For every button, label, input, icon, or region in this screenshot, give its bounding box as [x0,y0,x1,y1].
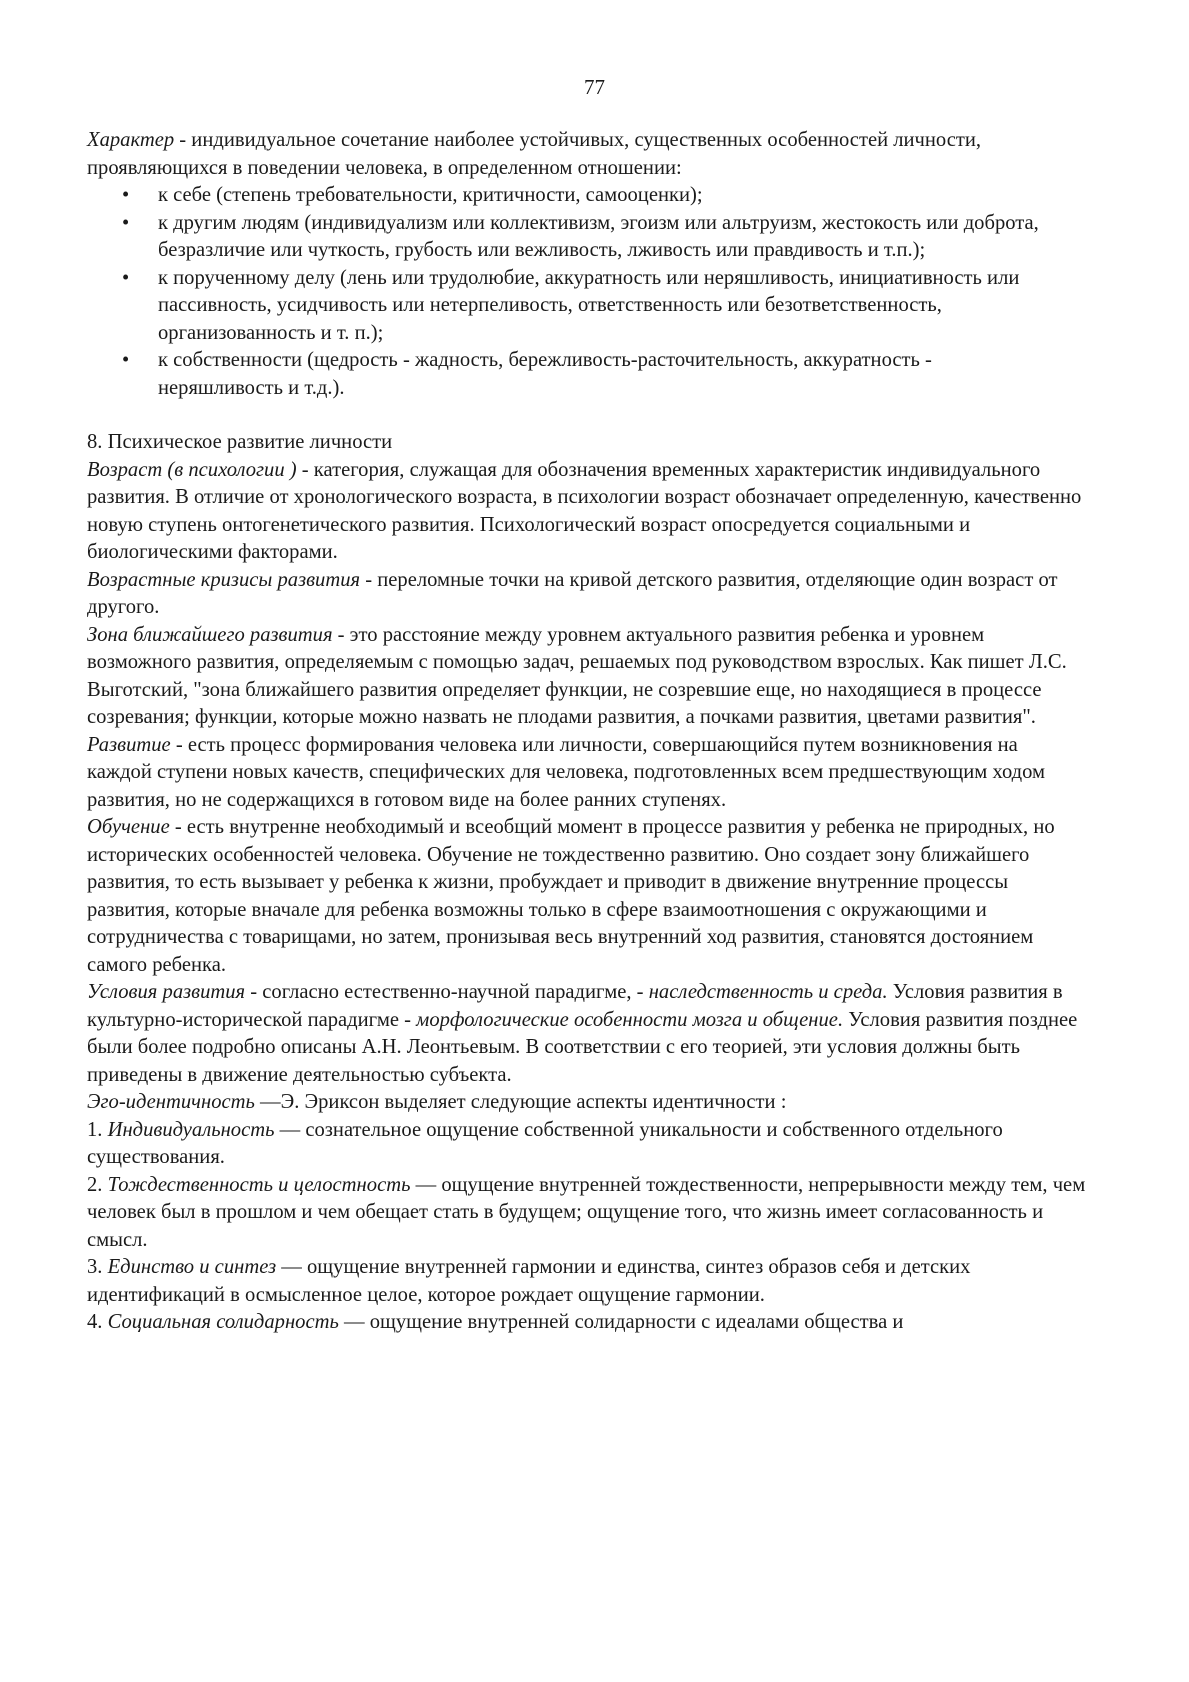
ego-aspect [87,1117,1087,1172]
development-definition [87,732,1087,815]
zone-definition [87,622,1087,732]
aspect-number: 3. [87,1256,108,1278]
paragraph-gap [87,402,1087,429]
development-definition-text: - есть процесс формирования человека или личности, совершающийся путем возникновения на каждой ступени новых качеств, специфических для человека, подготовленных всем предшествующим ходом развития, но не содержащихся в готовом виде на более ранних ступенях. [87,733,1046,811]
list-item [87,210,1087,265]
term-character: Характер [87,129,175,151]
character-relations-list [87,182,1087,402]
ego-aspect [87,1254,1087,1309]
list-item-text: к порученному делу (лень или трудолюбие, аккуратность или неряшливость, инициативность или пассивность, усидчивость или нетерпеливость, ответственность или безответственность, организованность и т. п.); [158,266,1020,344]
conditions-cultural-factors: морфологические особенности мозга и общение. [416,1008,844,1031]
ego-identity-intro [87,1089,1087,1117]
aspect-term: Индивидуальность [107,1118,275,1141]
list-item [87,347,1087,402]
character-definition [87,127,1087,182]
learning-definition-text: - есть внутренне необходимый и всеобщий момент в процессе развития у ребенка не природных, но исторических особенностей человека. Обучение не тождественно развитию. Оно создает зону ближайшего развития, то есть вызывает у ребенка к жизни, пробуждает и приводит в движение внутренние процессы развития, которые вначале для ребенка возможны только в сфере взаимоотношения с окружающими и сотрудничества с товарищами, но затем, пронизывая весь внутренний ход развития, становятся достоянием самого ребенка. [87,816,1055,976]
aspect-number: 1. [87,1118,108,1141]
aspect-number: 2. [87,1173,108,1196]
list-item-text: к себе (степень требовательности, критичности, самооценки); [158,184,703,206]
age-definition-text: - категория, служащая для обозначения временных характеристик индивидуального развития. В отличие от хронологического возраста, в психологии возраст обозначает определенную, качественно новую ступень онтогенетического развития. Психологический возраст опосредуется социальными и биологическими факторами. [87,458,1082,563]
page-number: 77 [584,75,605,99]
conditions-definition [87,979,1087,1089]
aspect-number: 4. [87,1311,108,1333]
term-development: Развитие [87,733,171,756]
bullet-icon: • [122,184,130,206]
ego-identity-intro-text: —Э. Эриксон выделяет следующие аспекты идентичности : [254,1091,787,1113]
term-learning: Обучение [87,816,170,838]
list-item [87,182,1087,210]
aspect-term: Тождественность и целостность [107,1173,411,1196]
term-crises: Возрастные кризисы развития [87,568,361,591]
bullet-icon: • [122,266,130,289]
conditions-text-1: - согласно естественно-научной парадигме, - [245,981,649,1003]
zone-definition-text: - это расстояние между уровнем актуального развития ребенка и уровнем возможного развития, определяемым с помощью задач, решаемых под руководством взрослых. Как пишет Л.С. Выготский, "зона ближайшего развития определяет функции, не созревшие еще, но находящиеся в процессе созревания; функции, которые можно назвать не плодами развития, а почками развития, цветами развития". [87,623,1067,728]
bullet-icon: • [122,211,130,234]
conditions-text-2: Условия развития в культурно-исторической парадигме - [87,981,1063,1031]
learning-definition [87,814,1087,979]
aspect-term: Единство и синтез [107,1256,277,1278]
crises-definition [87,567,1087,622]
term-conditions: Условия развития [87,981,246,1003]
aspect-text: — ощущение внутренней тождественности, непрерывности между тем, чем человек был в прошлом и чем обещает стать в будущем; ощущение того, что жизнь имеет согласованность и смысл. [87,1173,1086,1251]
conditions-natural-factors: наследственность и среда. [648,981,888,1003]
list-item-text: к другим людям (индивидуализм или коллективизм, эгоизм или альтруизм, жестокость или доброта, безразличие или чуткость, грубость или вежливость, лживость или правдивость и т.п.); [158,211,1039,261]
aspect-text: — сознательное ощущение собственной уникальности и собственного отдельного существования. [87,1118,1003,1168]
conditions-text-3: Условия развития позднее были более подробно описаны А.Н. Леонтьевым. В соответствии с его теорией, эти условия должны быть приведены в движение деятельностью субъекта. [87,1008,1078,1086]
list-item [87,265,1087,348]
aspect-text: — ощущение внутренней солидарности с идеалами общества и [338,1311,904,1333]
aspect-term: Социальная солидарность [107,1311,339,1333]
section-heading: 8. Психическое развитие личности [87,431,393,453]
character-definition-text: - индивидуальное сочетание наиболее устойчивых, существенных особенностей личности, проявляющихся в поведении человека, в определенном отношении: [87,129,982,179]
list-item-text: к собственности (щедрость - жадность, бережливость-расточительность, аккуратность - неряшливость и т.д.). [158,349,932,399]
crises-definition-text: - переломные точки на кривой детского развития, отделяющие один возраст от другого. [87,568,1058,618]
term-zone: Зона ближайшего развития [87,623,333,646]
bullet-icon: • [122,349,130,371]
term-age: Возраст (в психологии ) [87,458,297,481]
ego-aspect [87,1309,1087,1337]
age-definition [87,457,1087,567]
aspect-text: — ощущение внутренней гармонии и единства, синтез образов себя и детских идентификаций в осмысленное целое, которое рождает ощущение гармонии. [87,1256,971,1306]
term-ego-identity: Эго-идентичность [87,1091,255,1113]
page-content [87,127,1087,1337]
ego-aspect [87,1172,1087,1255]
